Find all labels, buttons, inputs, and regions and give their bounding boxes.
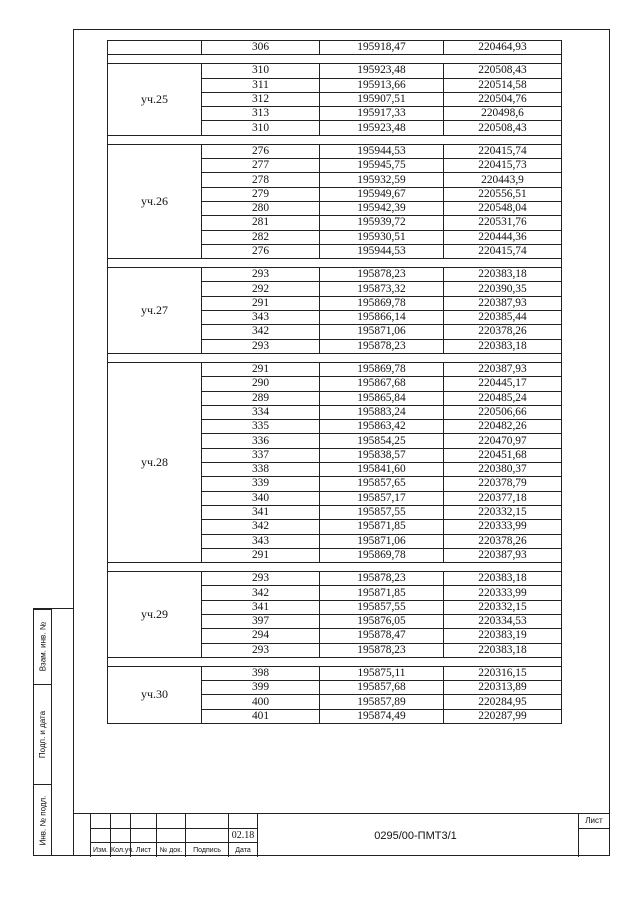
coordinate-y: 220482,26 [444,420,562,434]
point-number: 277 [202,159,320,173]
coordinate-x: 195932,59 [320,173,444,187]
coordinate-y: 220444,36 [444,230,562,244]
coordinate-y: 220508,43 [444,64,562,78]
coordinate-y: 220415,74 [444,244,562,258]
coordinate-x: 195944,53 [320,144,444,158]
coordinate-x: 195923,48 [320,121,444,135]
coordinate-x: 195875,11 [320,666,444,680]
header-data: Дата [228,842,258,857]
coordinate-y: 220464,93 [444,41,562,55]
header-izm: Изм. [90,842,110,857]
title-block-cell [110,828,130,842]
title-block-cell [90,828,110,842]
point-number: 400 [202,695,320,709]
point-number: 336 [202,434,320,448]
coordinate-x: 195878,23 [320,643,444,657]
document-code: 0295/00-ПМТ3/1 [374,829,457,842]
point-number: 280 [202,201,320,215]
point-number: 291 [202,296,320,310]
table-row [108,268,562,282]
coordinate-x: 195838,57 [320,448,444,462]
section-label [108,41,202,55]
coordinate-x: 195871,85 [320,586,444,600]
point-number: 342 [202,325,320,339]
coordinate-x: 195876,05 [320,614,444,628]
coordinate-x: 195878,23 [320,572,444,586]
coordinate-x: 195917,33 [320,107,444,121]
coordinate-y: 220387,93 [444,548,562,562]
table-row [108,64,562,78]
point-number: 342 [202,586,320,600]
coordinate-y: 220498,6 [444,107,562,121]
coordinate-x: 195907,51 [320,92,444,106]
point-number: 339 [202,477,320,491]
point-number: 306 [202,41,320,55]
coordinate-y: 220506,66 [444,405,562,419]
sheet-number-divider [578,828,610,857]
title-block-cell [228,814,258,828]
point-number: 343 [202,534,320,548]
coordinate-y: 220383,18 [444,339,562,353]
title-block-cell [185,814,228,828]
point-number: 293 [202,339,320,353]
point-number: 398 [202,666,320,680]
point-number: 276 [202,244,320,258]
coordinate-y: 220531,76 [444,216,562,230]
coordinate-x: 195944,53 [320,244,444,258]
table-row [108,144,562,158]
separator-row [108,135,562,144]
point-number: 292 [202,282,320,296]
coordinate-x: 195883,24 [320,405,444,419]
title-block [73,813,610,856]
coordinate-x: 195930,51 [320,230,444,244]
coordinate-y: 220504,76 [444,92,562,106]
side-label-inv: Инв. № подл. [38,795,47,846]
point-number: 282 [202,230,320,244]
coordinate-y: 220385,44 [444,311,562,325]
point-number: 311 [202,78,320,92]
title-block-cell [130,828,156,842]
point-number: 310 [202,64,320,78]
coordinate-x: 195866,14 [320,311,444,325]
sheet-label: Лист [585,816,603,825]
coordinate-x: 195857,65 [320,477,444,491]
coordinate-x: 195857,89 [320,695,444,709]
title-block-cell [185,828,228,842]
coordinate-x: 195874,49 [320,709,444,723]
point-number: 310 [202,121,320,135]
table-row [108,362,562,376]
point-number: 341 [202,505,320,519]
point-number: 289 [202,391,320,405]
coordinate-y: 220313,89 [444,681,562,695]
separator-row [108,55,562,64]
title-block-cell [156,828,185,842]
point-number: 334 [202,405,320,419]
coordinate-y: 220470,97 [444,434,562,448]
coordinate-y: 220548,04 [444,201,562,215]
point-number: 401 [202,709,320,723]
coordinate-y: 220334,53 [444,614,562,628]
header-doc-no: № док. [156,842,185,857]
point-number: 293 [202,572,320,586]
point-number: 281 [202,216,320,230]
coordinate-x: 195871,06 [320,534,444,548]
point-number: 290 [202,377,320,391]
coordinate-x: 195939,72 [320,216,444,230]
section-label: уч.25 [108,64,202,135]
header-podpis: Подпись [185,842,228,857]
coordinate-x: 195841,60 [320,463,444,477]
coordinate-y: 220378,79 [444,477,562,491]
coordinate-y: 220415,74 [444,144,562,158]
coordinate-x: 195865,84 [320,391,444,405]
point-number: 313 [202,107,320,121]
title-block-cell [90,814,110,828]
section-label: уч.30 [108,666,202,723]
point-number: 294 [202,629,320,643]
coordinate-x: 195878,47 [320,629,444,643]
point-number: 399 [202,681,320,695]
coordinate-y: 220380,37 [444,463,562,477]
coordinate-y: 220377,18 [444,491,562,505]
coordinate-x: 195945,75 [320,159,444,173]
coordinate-y: 220387,93 [444,362,562,376]
point-number: 278 [202,173,320,187]
coordinates-table [107,40,562,724]
coordinate-x: 195871,85 [320,520,444,534]
coordinate-x: 195878,23 [320,268,444,282]
coordinate-y: 220333,99 [444,586,562,600]
coordinate-x: 195869,78 [320,362,444,376]
separator-row [108,563,562,572]
coordinate-y: 220284,95 [444,695,562,709]
coordinate-x: 195942,39 [320,201,444,215]
coordinate-y: 220332,15 [444,600,562,614]
point-number: 291 [202,548,320,562]
point-number: 293 [202,268,320,282]
section-label: уч.28 [108,362,202,562]
coordinate-y: 220451,68 [444,448,562,462]
section-label: уч.27 [108,268,202,354]
coordinate-y: 220383,18 [444,643,562,657]
point-number: 335 [202,420,320,434]
point-number: 337 [202,448,320,462]
point-number: 343 [202,311,320,325]
table-row [108,666,562,680]
table-row [108,41,562,55]
coordinate-y: 220445,17 [444,377,562,391]
coordinate-x: 195913,66 [320,78,444,92]
point-number: 338 [202,463,320,477]
section-label: уч.26 [108,144,202,258]
coordinate-y: 220383,18 [444,572,562,586]
side-stamp-strip [33,608,73,856]
title-block-cell [156,814,185,828]
coordinate-y: 220333,99 [444,520,562,534]
coordinate-y: 220415,73 [444,159,562,173]
section-label: уч.29 [108,572,202,658]
header-list: Лист [130,842,156,857]
coordinate-x: 195857,55 [320,600,444,614]
coordinate-y: 220556,51 [444,187,562,201]
header-kol-uch: Кол.уч. [110,842,130,857]
coordinate-y: 220390,35 [444,282,562,296]
side-label-podp: Подп. и дата [38,710,47,758]
coordinate-y: 220378,26 [444,325,562,339]
coordinate-x: 195857,68 [320,681,444,695]
coordinate-x: 195857,17 [320,491,444,505]
coordinate-x: 195871,06 [320,325,444,339]
coordinate-x: 195923,48 [320,64,444,78]
coordinate-x: 195878,23 [320,339,444,353]
coordinate-y: 220332,15 [444,505,562,519]
coordinate-x: 195869,78 [320,296,444,310]
date-value: 02.18 [228,828,258,842]
separator-row [108,259,562,268]
separator-row [108,353,562,362]
coordinate-y: 220485,24 [444,391,562,405]
coordinate-y: 220287,99 [444,709,562,723]
coordinate-y: 220443,9 [444,173,562,187]
coordinate-x: 195918,47 [320,41,444,55]
coordinate-y: 220378,26 [444,534,562,548]
title-block-cell [130,814,156,828]
separator-row [108,657,562,666]
coordinate-y: 220316,15 [444,666,562,680]
title-block-cell [110,814,130,828]
coordinate-y: 220383,18 [444,268,562,282]
coordinate-y: 220383,19 [444,629,562,643]
coordinate-x: 195854,25 [320,434,444,448]
point-number: 342 [202,520,320,534]
side-label-vzam: Взам. инв. № [38,621,47,672]
point-number: 340 [202,491,320,505]
coordinate-x: 195863,42 [320,420,444,434]
point-number: 293 [202,643,320,657]
point-number: 276 [202,144,320,158]
coordinate-y: 220508,43 [444,121,562,135]
coordinate-x: 195873,32 [320,282,444,296]
point-number: 397 [202,614,320,628]
coordinate-x: 195869,78 [320,548,444,562]
coordinate-x: 195857,55 [320,505,444,519]
table-row [108,572,562,586]
coordinate-x: 195949,67 [320,187,444,201]
coordinate-x: 195867,68 [320,377,444,391]
point-number: 341 [202,600,320,614]
point-number: 291 [202,362,320,376]
coordinate-y: 220514,58 [444,78,562,92]
point-number: 279 [202,187,320,201]
point-number: 312 [202,92,320,106]
coordinate-y: 220387,93 [444,296,562,310]
